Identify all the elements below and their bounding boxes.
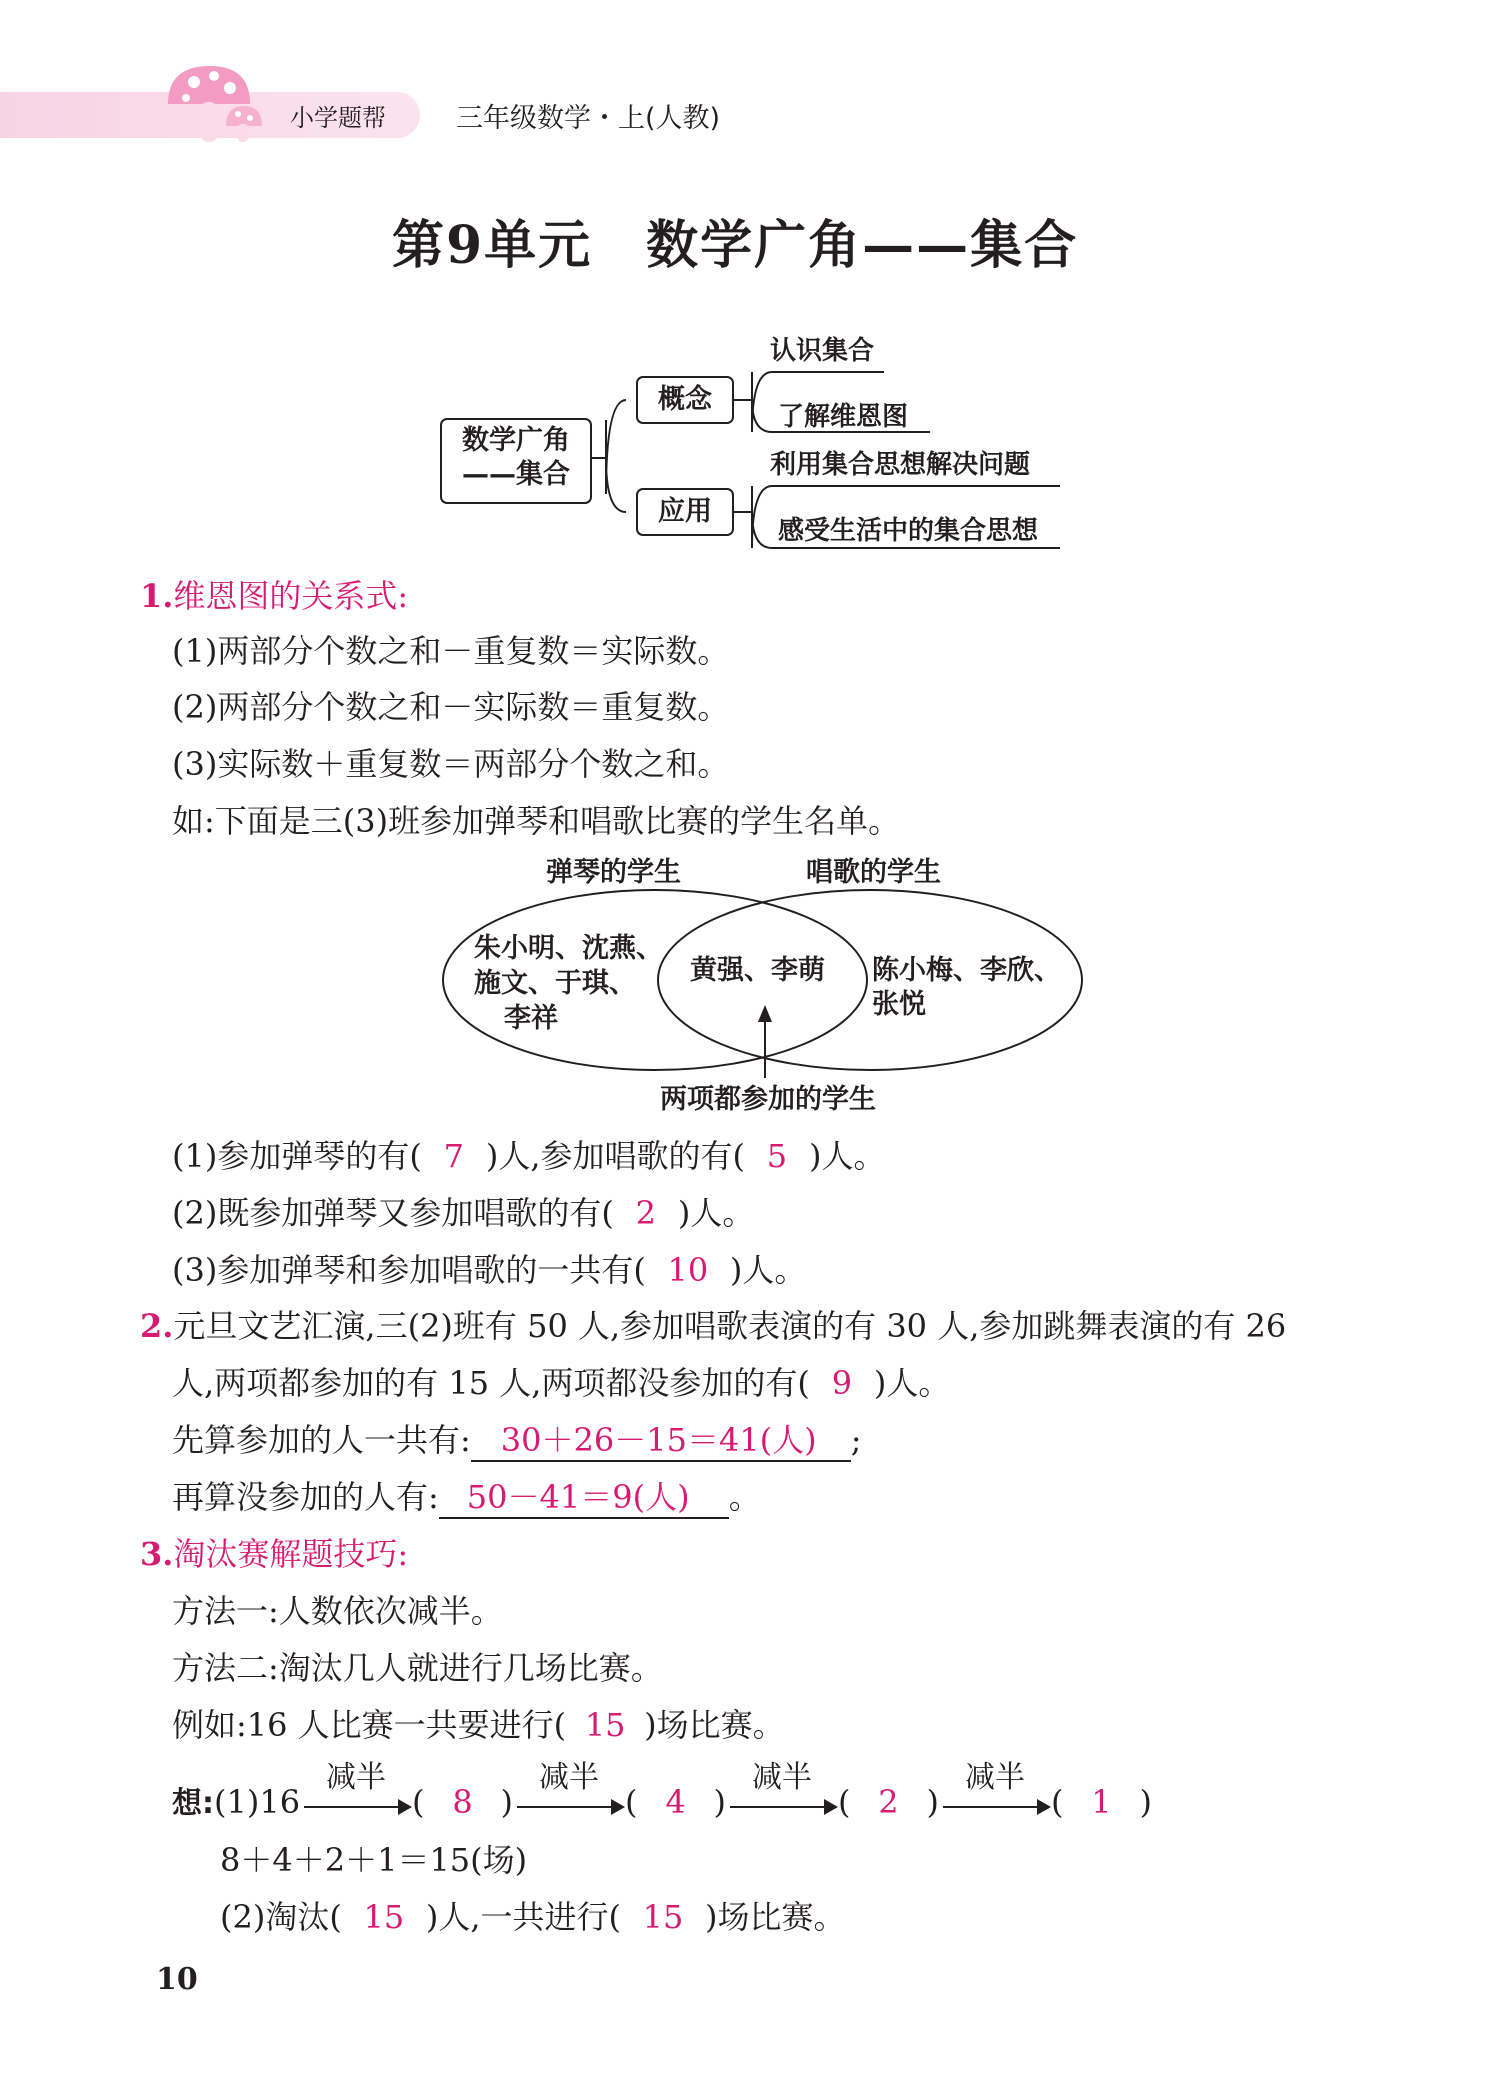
rule-3: (3)实际数＋重复数＝两部分个数之和。 — [172, 745, 730, 783]
venn-left-label: 弹琴的学生 — [546, 857, 681, 888]
question-1-2 — [172, 1191, 754, 1235]
paren-open: ( — [837, 1783, 851, 1821]
chain-start: (1)16 — [214, 1783, 301, 1821]
example-text-b: )场比赛。 — [644, 1706, 785, 1744]
q1-text-c: )人。 — [808, 1137, 886, 1175]
q2-text-a: (2)既参加弹琴又参加唱歌的有( — [172, 1194, 614, 1232]
section-1-title: 维恩图的关系式: — [173, 577, 409, 615]
halve-arrow-icon — [300, 1760, 412, 1824]
step-1-answer: 30＋26－15＝41(人) — [500, 1421, 817, 1459]
chain-answer-1: 8 — [452, 1783, 473, 1821]
section-2-text-1: 元旦文艺汇演,三(2)班有 50 人,参加唱歌表演的有 30 人,参加跳舞表演的有 26 — [173, 1307, 1287, 1345]
rule-2: (2)两部分个数之和－实际数＝重复数。 — [172, 688, 730, 726]
section-2-answer: 9 — [831, 1364, 853, 1402]
venn-left-line-3: 李祥 — [504, 1003, 558, 1034]
halving-chain — [172, 1760, 1152, 1826]
halve-arrow-icon — [726, 1760, 838, 1824]
page-title: 第9单元 数学广角——集合 — [392, 215, 1079, 276]
section-2-line-1 — [140, 1304, 1286, 1348]
halve-arrow-icon — [939, 1760, 1051, 1824]
q1-answer-singing: 5 — [766, 1137, 788, 1175]
q1-text-a: (1)参加弹琴的有( — [172, 1137, 422, 1175]
m2-text-a: (2)淘汰( — [220, 1898, 342, 1936]
arrow-label: 减半 — [326, 1760, 387, 1795]
q1-text-b: )人,参加唱歌的有( — [485, 1137, 745, 1175]
section-2-text-2b: )人。 — [873, 1364, 951, 1402]
paren-close: ) — [500, 1783, 514, 1821]
paren-close: ) — [926, 1783, 939, 1821]
m2-text-c: )场比赛。 — [704, 1898, 846, 1936]
chain-answer-2: 4 — [665, 1783, 686, 1821]
section-3-number: 3. — [140, 1535, 174, 1573]
step-1-label: 先算参加的人一共有: — [172, 1421, 471, 1459]
paren-open: ( — [412, 1783, 425, 1821]
concept-item-2: 了解维恩图 — [778, 402, 909, 432]
method-1: 方法一:人数依次减半。 — [172, 1592, 503, 1630]
section-3-example — [172, 1703, 785, 1747]
halve-arrow-icon — [513, 1760, 625, 1824]
page-number: 10 — [156, 1962, 198, 1997]
chain-answer-4: 1 — [1091, 1783, 1112, 1821]
section-1-number: 1. — [140, 577, 174, 615]
chain-sum: 8＋4＋2＋1＝15(场) — [220, 1841, 528, 1879]
step-2-end: 。 — [728, 1478, 761, 1516]
venn-left-line-1: 朱小明、沈燕、 — [474, 933, 663, 964]
mind-map-root — [440, 418, 592, 504]
step-2-label: 再算没参加的人有: — [172, 1478, 439, 1516]
venn-left-line-2: 施文、于琪、 — [474, 968, 636, 999]
method-2: 方法二:淘汰几人就进行几场比赛。 — [172, 1649, 663, 1687]
q3-answer: 10 — [667, 1251, 709, 1289]
section-2-line-2 — [172, 1361, 950, 1405]
section-2-number: 2. — [140, 1307, 174, 1345]
q2-answer: 2 — [635, 1194, 656, 1232]
application-item-2: 感受生活中的集合思想 — [778, 516, 1039, 546]
step-2-answer: 50－41＝9(人) — [466, 1478, 690, 1516]
venn-middle: 黄强、李萌 — [690, 955, 825, 986]
section-1-heading — [140, 574, 408, 618]
concept-item-1: 认识集合 — [770, 336, 875, 366]
example-intro: 如:下面是三(3)班参加弹琴和唱歌比赛的学生名单。 — [172, 802, 901, 840]
m2-answer-eliminated: 15 — [363, 1898, 405, 1936]
book-subtitle: 三年级数学・上(人教) — [456, 103, 721, 134]
paren-close: ) — [1139, 1783, 1152, 1821]
branch-application: 应用 — [636, 488, 734, 536]
venn-right-line-2: 张悦 — [872, 989, 926, 1020]
root-line-2: ——集合 — [462, 459, 570, 490]
branch-concept: 概念 — [636, 376, 734, 424]
m2-answer-matches: 15 — [642, 1898, 684, 1936]
question-1-1 — [172, 1134, 885, 1178]
m2-text-b: )人,一共进行( — [425, 1898, 621, 1936]
paren-close: ) — [713, 1783, 726, 1821]
section-2-step-1 — [172, 1418, 862, 1462]
q3-text-b: )人。 — [729, 1251, 807, 1289]
example-answer: 15 — [584, 1706, 626, 1744]
section-2-text-2a: 人,两项都参加的有 15 人,两项都没参加的有( — [172, 1364, 810, 1402]
paren-open: ( — [625, 1783, 638, 1821]
venn-right-line-1: 陈小梅、李欣、 — [872, 955, 1061, 986]
paren-open: ( — [1050, 1783, 1064, 1821]
chain-answer-3: 2 — [878, 1783, 899, 1821]
step-1-end: ; — [850, 1421, 862, 1459]
method-2-answer-line — [220, 1895, 845, 1939]
root-line-1: 数学广角 — [462, 425, 570, 456]
rule-1: (1)两部分个数之和－重复数＝实际数。 — [172, 632, 730, 670]
q2-text-b: )人。 — [677, 1194, 755, 1232]
q1-answer-piano: 7 — [443, 1137, 464, 1175]
section-3-title: 淘汰赛解题技巧: — [173, 1535, 409, 1573]
think-label: 想: — [172, 1786, 214, 1821]
example-text-a: 例如:16 人比赛一共要进行( — [172, 1706, 567, 1744]
arrow-label: 减半 — [539, 1760, 600, 1795]
section-2-step-2 — [172, 1475, 761, 1519]
question-1-3 — [172, 1248, 806, 1292]
application-item-1: 利用集合思想解决问题 — [770, 450, 1031, 480]
brand-name: 小学题帮 — [290, 104, 386, 132]
arrow-label: 减半 — [751, 1760, 812, 1795]
venn-right-label: 唱歌的学生 — [806, 857, 941, 888]
arrow-label: 减半 — [964, 1760, 1025, 1795]
section-3-heading — [140, 1532, 408, 1576]
venn-bottom-label: 两项都参加的学生 — [660, 1084, 876, 1115]
q3-text-a: (3)参加弹琴和参加唱歌的一共有( — [172, 1251, 646, 1289]
